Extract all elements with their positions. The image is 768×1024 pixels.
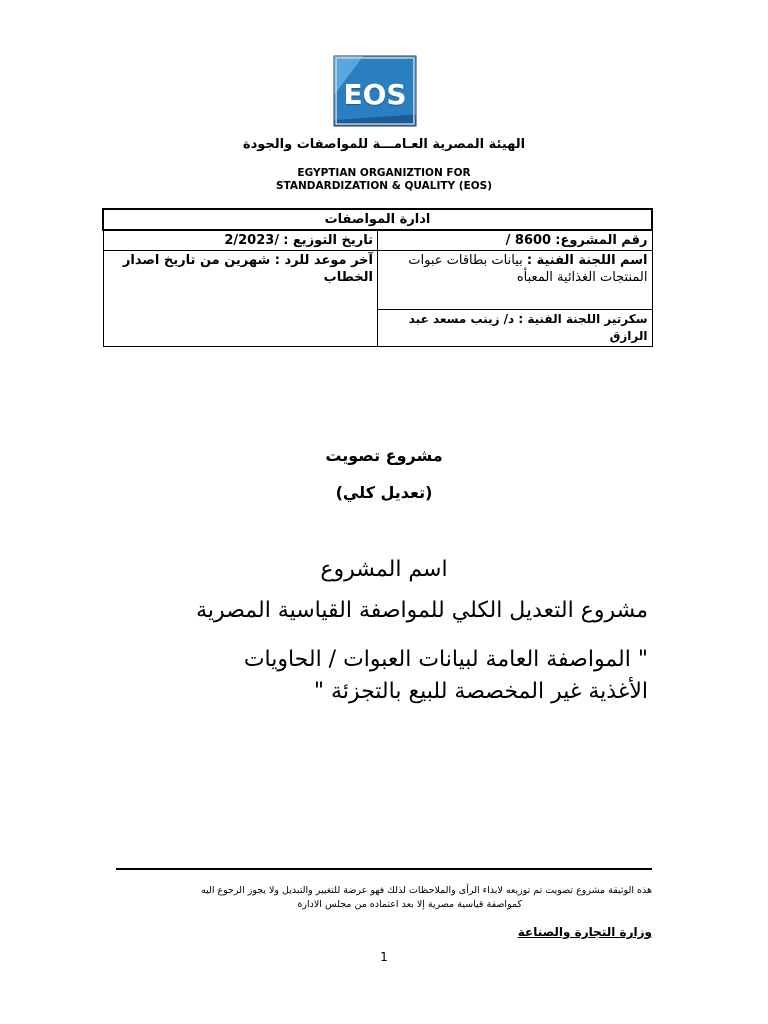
- project-number-cell: [378, 230, 653, 251]
- footer-note: [110, 884, 652, 912]
- org-name-arabic: الهيئة المصرية العـامـــة للمواصفات والجودة: [242, 137, 526, 152]
- project-name: مشروع التعديل الكلي للمواصفة القياسية المصرية: [196, 598, 648, 623]
- page-number: 1: [380, 950, 388, 964]
- distribution-date-cell: [103, 230, 378, 251]
- document-type-title: مشروع تصويت: [325, 446, 443, 465]
- project-number-value: 8600 /: [505, 233, 552, 248]
- document-type-subtitle: (تعديل كلي): [335, 483, 433, 502]
- project-number-label: رقم المشروع:: [555, 233, 648, 248]
- department-cell: ادارة المواصفات: [103, 209, 652, 230]
- org-name-english-line2: STANDARDIZATION & QUALITY (EOS): [275, 180, 493, 192]
- standard-name: [100, 644, 648, 708]
- project-name-label: اسم المشروع: [320, 557, 448, 582]
- logo-text: EOS: [343, 78, 407, 111]
- distribution-date-value: /2/2023: [224, 233, 280, 248]
- org-name-english-line1: EGYPTIAN ORGANIZTION FOR: [297, 167, 471, 179]
- ministry-name: وزارة التجارة والصناعة: [517, 925, 652, 939]
- footer-divider: [116, 868, 652, 870]
- committee-cell: [378, 251, 653, 310]
- eos-logo: [333, 55, 417, 127]
- standard-name-line2: الأغذية غير المخصصة للبيع بالتجزئة ": [313, 679, 648, 704]
- standard-name-line1: " المواصفة العامة لبيانات العبوات / الحاويات: [243, 647, 648, 672]
- project-info-table: [102, 208, 653, 347]
- footer-note-line1: هذه الوثيقة مشروع تصويت تم توزيعه لابداء الرأى والملاحظات لذلك فهو عرضة للتغيير والتبديل ولا يجوز الرجوع اليه: [200, 885, 652, 896]
- deadline-cell: آخر موعد للرد : شهرين من تاريخ اصدار الخطاب: [103, 251, 378, 347]
- committee-value: بيانات بطاقات عبوات المنتجات الغذائية المعبأه: [408, 253, 648, 285]
- footer-note-line2: كمواصفة قياسية مصرية إلا بعد اعتماده من مجلس الادارة: [297, 899, 522, 910]
- committee-label: اسم اللجنة الفنية :: [526, 253, 648, 268]
- org-name-english: [0, 167, 768, 193]
- distribution-date-label: تاريخ التوزيع :: [283, 233, 373, 248]
- secretary-cell: سكرتير اللجنة الفنية : د/ زينب مسعد عبد الرازق: [378, 310, 653, 347]
